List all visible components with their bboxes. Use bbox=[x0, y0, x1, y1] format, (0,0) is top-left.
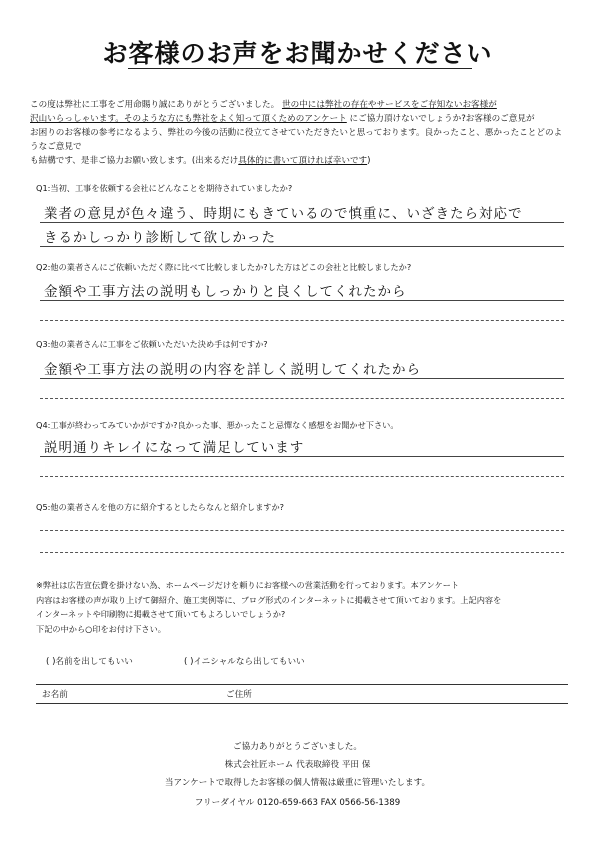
intro-text-4: も結構です、是非ご協力お願い致します。(出来るだけ bbox=[30, 156, 239, 166]
footer-contact: フリーダイヤル 0120-659-663 FAX 0566-56-1389 bbox=[194, 798, 401, 808]
question-1-answer-line-2: きるかしっかり診断して欲しかった bbox=[44, 230, 276, 246]
intro-underlined-1: 世の中には弊社の存在やサービスをご存知ないお客様が bbox=[281, 100, 497, 110]
footer-privacy: 当アンケートで取得したお客様の個人情報は厳重に管理いたします。 bbox=[164, 778, 431, 788]
question-1-answer-line-1: 業者の意見が色々違う、時期にもきているので慎重に、いざきたら対応で bbox=[44, 206, 523, 222]
question-2-answer-line-1: 金額や工事方法の説明もしっかりと良くしてくれたから bbox=[44, 284, 407, 300]
footer-company: 株式会社匠ホーム 代表取締役 平田 保 bbox=[224, 760, 371, 770]
intro-line-3: お困りのお客様の参考になるよう、弊社の今後の活動に役立てさせていただきたいと思っております。良かったこと、悪かったことどのようなご意見で bbox=[30, 128, 563, 152]
intro-underlined-2: 沢山いらっしゃいます。そのような方にも弊社をよく知って頂くためのアンケート bbox=[30, 114, 347, 124]
intro-text-4-end: ) bbox=[367, 156, 371, 166]
question-5-label: Q5:他の業者さんを他の方に紹介するとしたらなんと紹介しますか? bbox=[36, 502, 285, 512]
answer-rule bbox=[40, 552, 564, 553]
choice-name-ok[interactable]: ( )名前を出してもいい bbox=[46, 657, 133, 667]
question-4-answer-line-1: 説明通りキレイになって満足しています bbox=[44, 440, 305, 456]
intro-line-4 bbox=[30, 154, 568, 168]
answer-rule bbox=[40, 378, 564, 379]
name-field[interactable] bbox=[80, 686, 210, 700]
answer-rule bbox=[40, 300, 564, 301]
question-3-answer-line-1: 金額や工事方法の説明の内容を詳しく説明してくれたから bbox=[44, 362, 421, 378]
footnote bbox=[36, 578, 568, 636]
intro-underlined-4: 具体的に書いて頂ければ幸いです bbox=[238, 156, 368, 166]
question-1-label: Q1:当初、工事を依頼する会社にどんなことを期待されていましたか? bbox=[36, 183, 293, 193]
footer-thanks: ご協力ありがとうございました。 bbox=[233, 742, 362, 752]
choice-initials-ok[interactable]: ( )イニシャルなら出してもいい bbox=[184, 657, 305, 667]
name-label: お名前 bbox=[42, 690, 68, 700]
answer-rule bbox=[40, 476, 564, 477]
answer-rule bbox=[40, 246, 564, 247]
question-2-label: Q2:他の業者さんにご依頼いただく際に比べて比較しましたか?した方はどこの会社と比較しましたか? bbox=[36, 262, 412, 272]
page-title: お客様のお声をお聞かせください bbox=[102, 39, 493, 68]
intro-paragraph bbox=[30, 98, 568, 168]
footnote-line-1: ※弊社は広告宣伝費を掛けない為、ホームページだけを頼りにお客様への営業活動を行っております。本アンケート bbox=[36, 580, 460, 590]
answer-rule bbox=[40, 530, 564, 531]
intro-text-1: この度は弊社に工事をご用命賜り誠にありがとうございました。 bbox=[30, 100, 280, 110]
question-4-label: Q4:工事が終わってみていかがですか?良かった事、悪かったこと忌憚なく感想をお聞かせ下さい。 bbox=[36, 420, 399, 430]
footnote-line-2: 内容はお客様の声が取り上げて御紹介、施工実例等に、ブログ形式のインターネットに掲載させて頂いております。上記内容を bbox=[36, 594, 502, 605]
intro-text-2: にご協力頂けないでしょうか?お客様のご意見が bbox=[349, 114, 535, 124]
intro-line-2 bbox=[30, 112, 568, 126]
answer-rule bbox=[40, 398, 564, 399]
intro-line-1 bbox=[30, 98, 568, 112]
answer-rule bbox=[40, 222, 564, 223]
address-field[interactable] bbox=[266, 686, 556, 700]
address-label: ご住所 bbox=[226, 690, 252, 700]
answer-rule bbox=[40, 320, 564, 321]
title-underline bbox=[128, 68, 472, 69]
footnote-line-3: インターネットや印刷物に掲載させて頂いてもよろしいでしょうか? bbox=[36, 609, 286, 619]
question-3-label: Q3:他の業者さんに工事をご依頼いただいた決め手は何ですか? bbox=[36, 339, 268, 349]
footnote-line-4: 下記の中から○印をお付け下さい。 bbox=[36, 623, 166, 634]
answer-rule bbox=[40, 456, 564, 457]
